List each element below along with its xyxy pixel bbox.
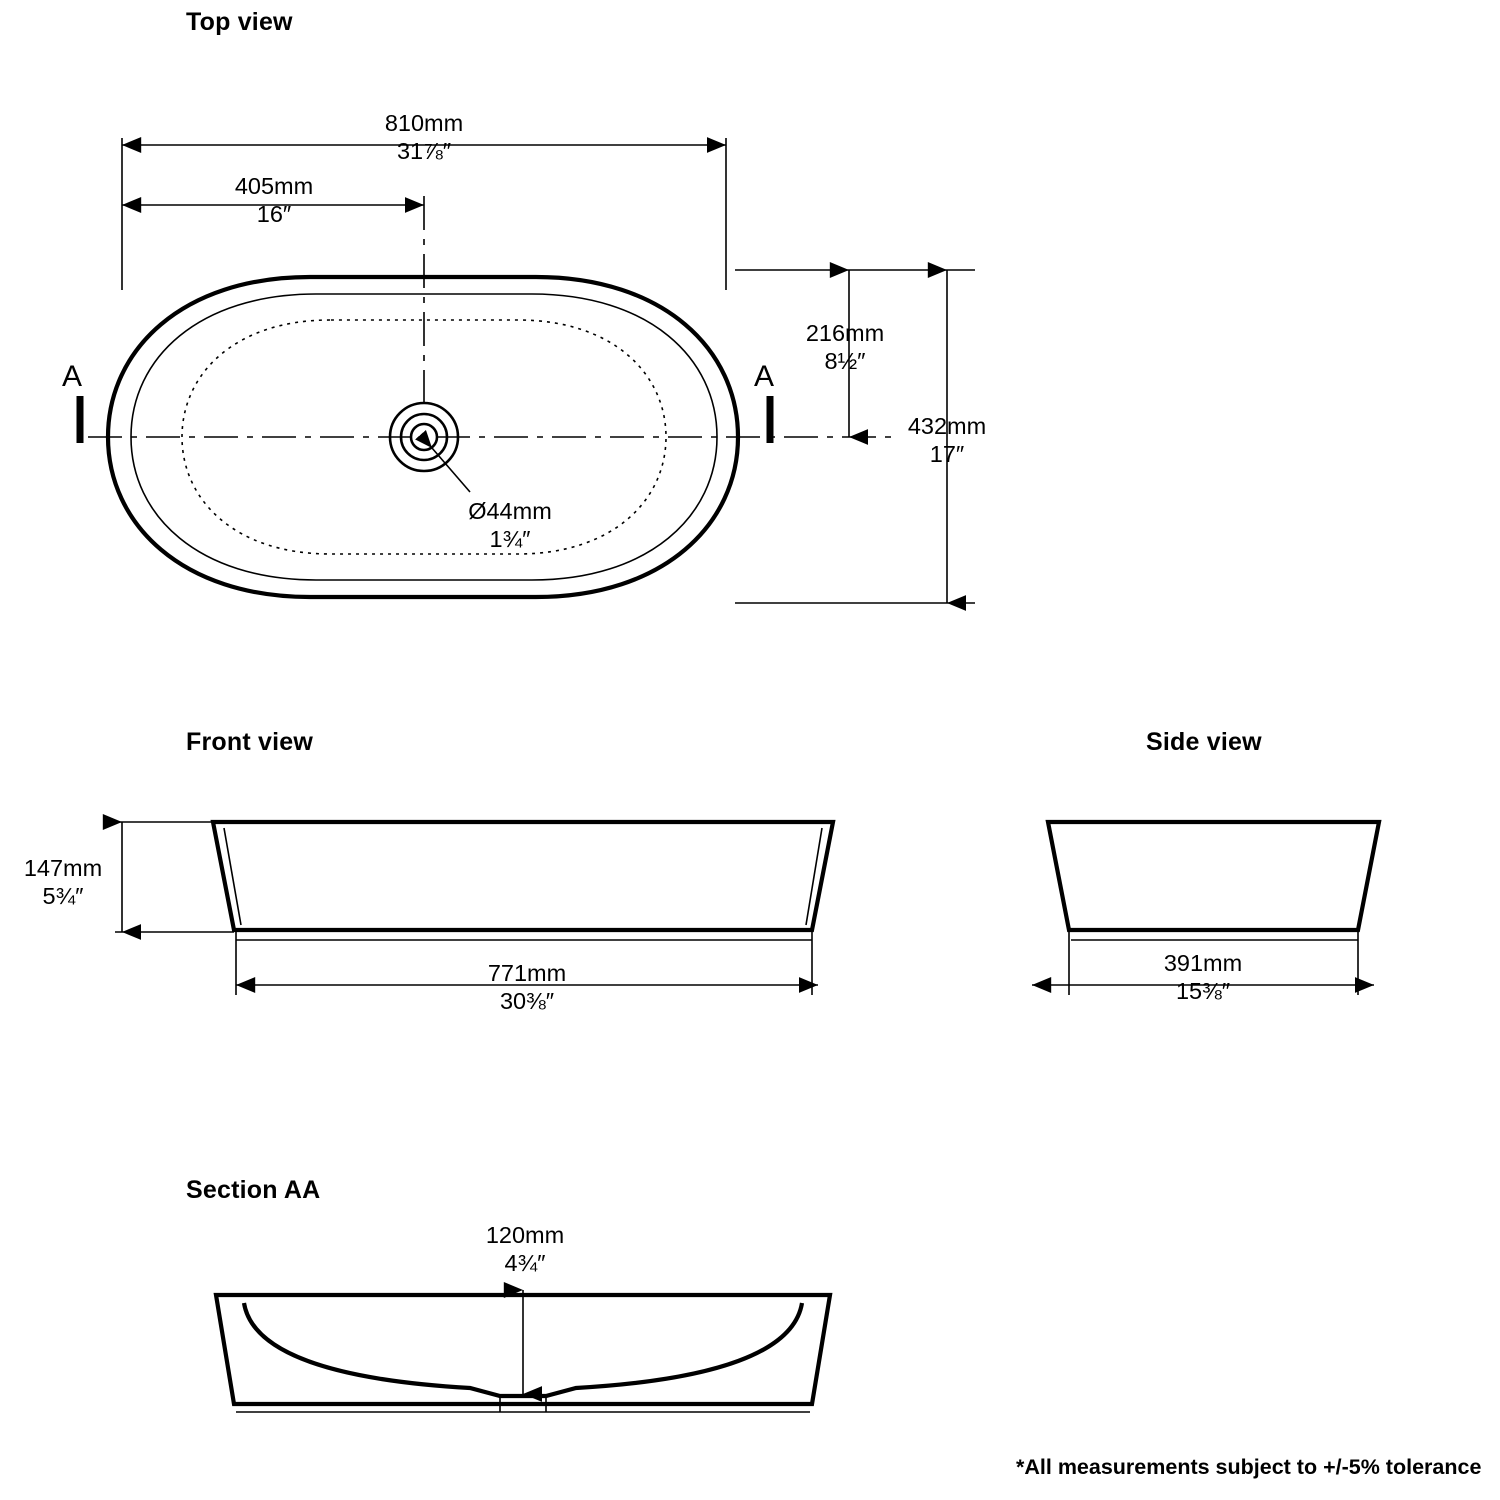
dim-center-offset-length-inch: 16″ bbox=[256, 200, 292, 227]
dim-front-base-length-inch: 30⅜″ bbox=[499, 987, 555, 1014]
dim-center-offset-width-mm: 216mm bbox=[805, 320, 885, 346]
dim-center-offset-length-mm: 405mm bbox=[234, 173, 314, 199]
dim-front-base-length bbox=[414, 960, 640, 1015]
dim-center-offset-width bbox=[782, 320, 908, 375]
dim-section-depth bbox=[412, 1222, 638, 1277]
dim-front-height bbox=[4, 855, 122, 910]
dim-overall-length-mm: 810mm bbox=[384, 110, 464, 136]
side-view-basin bbox=[1048, 822, 1379, 940]
dim-side-base-width-mm: 391mm bbox=[1163, 950, 1243, 976]
dim-overall-length-inch: 31⅞″ bbox=[396, 137, 452, 164]
section-mark-right-label: A bbox=[754, 360, 775, 393]
dim-side-base-width bbox=[1090, 950, 1316, 1005]
dim-drain-diameter-inch: 1¾″ bbox=[489, 525, 531, 552]
dim-center-offset-length bbox=[128, 173, 420, 228]
section-aa-title: Section AA bbox=[186, 1176, 321, 1204]
tolerance-footnote: *All measurements subject to +/-5% tolerance bbox=[1016, 1455, 1482, 1479]
dim-front-height-mm: 147mm bbox=[23, 855, 103, 881]
dim-overall-length bbox=[274, 110, 574, 165]
dim-section-depth-mm: 120mm bbox=[485, 1222, 565, 1248]
dim-overall-width-mm: 432mm bbox=[907, 413, 987, 439]
dim-drain-diameter-mm: Ø44mm bbox=[468, 498, 552, 524]
dim-side-base-width-inch: 15⅜″ bbox=[1175, 977, 1231, 1004]
dim-overall-width-inch: 17″ bbox=[929, 440, 965, 467]
front-view-basin bbox=[213, 822, 833, 940]
section-mark-left-label: A bbox=[62, 360, 83, 393]
top-view-title: Top view bbox=[186, 8, 293, 36]
dim-drain-diameter bbox=[400, 498, 620, 553]
dim-overall-width bbox=[884, 413, 1010, 468]
side-view-title: Side view bbox=[1146, 728, 1262, 756]
front-view-title: Front view bbox=[186, 728, 314, 756]
dim-section-depth-inch: 4¾″ bbox=[504, 1249, 546, 1276]
dim-front-height-inch: 5¾″ bbox=[42, 882, 84, 909]
dim-front-base-length-mm: 771mm bbox=[487, 960, 567, 986]
dim-center-offset-width-inch: 8½″ bbox=[824, 347, 866, 374]
